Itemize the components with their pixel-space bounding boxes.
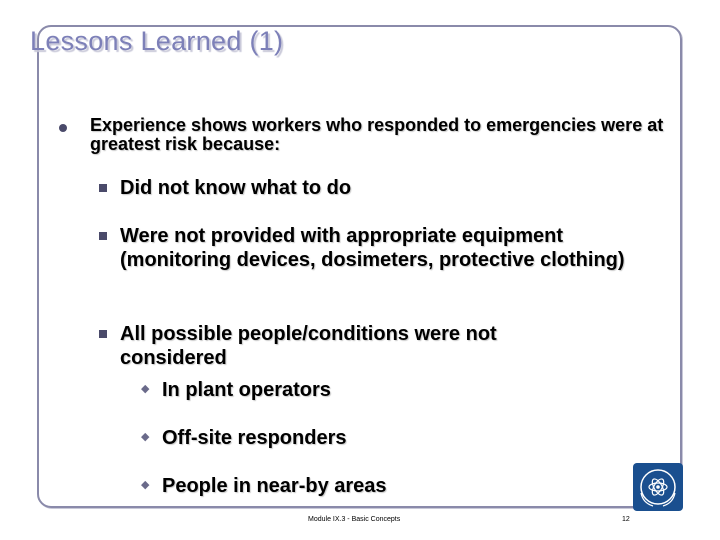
sub-sub-bullet-text: Off-site responders	[162, 427, 347, 449]
sub-bullet-text: Were not provided with appropriate equipment (monitoring devices, dosimeters, protective clothing)	[120, 225, 625, 271]
square-bullet-icon	[99, 232, 107, 240]
footer-module: Module IX.3 - Basic Concepts	[308, 516, 401, 523]
slide-title: Lessons Learned (1)	[30, 26, 284, 56]
diamond-bullet-icon: ◆	[141, 383, 150, 395]
footer-page-number: 12	[622, 516, 630, 523]
square-bullet-icon	[99, 330, 107, 338]
sub-sub-bullet-text: In plant operators	[162, 379, 331, 401]
main-bullet-text: Experience shows workers who responded to emergencies were at greatest risk because:	[90, 115, 664, 154]
square-bullet-icon	[99, 184, 107, 192]
sub-bullet-text: Did not know what to do	[120, 177, 352, 199]
diamond-bullet-icon: ◆	[141, 479, 150, 491]
round-bullet-icon	[59, 124, 67, 132]
iaea-emblem-icon	[633, 463, 683, 511]
sub-bullet-text: All possible people/conditions were not considered	[120, 323, 497, 369]
sub-sub-bullet-text: People in near-by areas	[162, 475, 387, 497]
diamond-bullet-icon: ◆	[141, 431, 150, 443]
